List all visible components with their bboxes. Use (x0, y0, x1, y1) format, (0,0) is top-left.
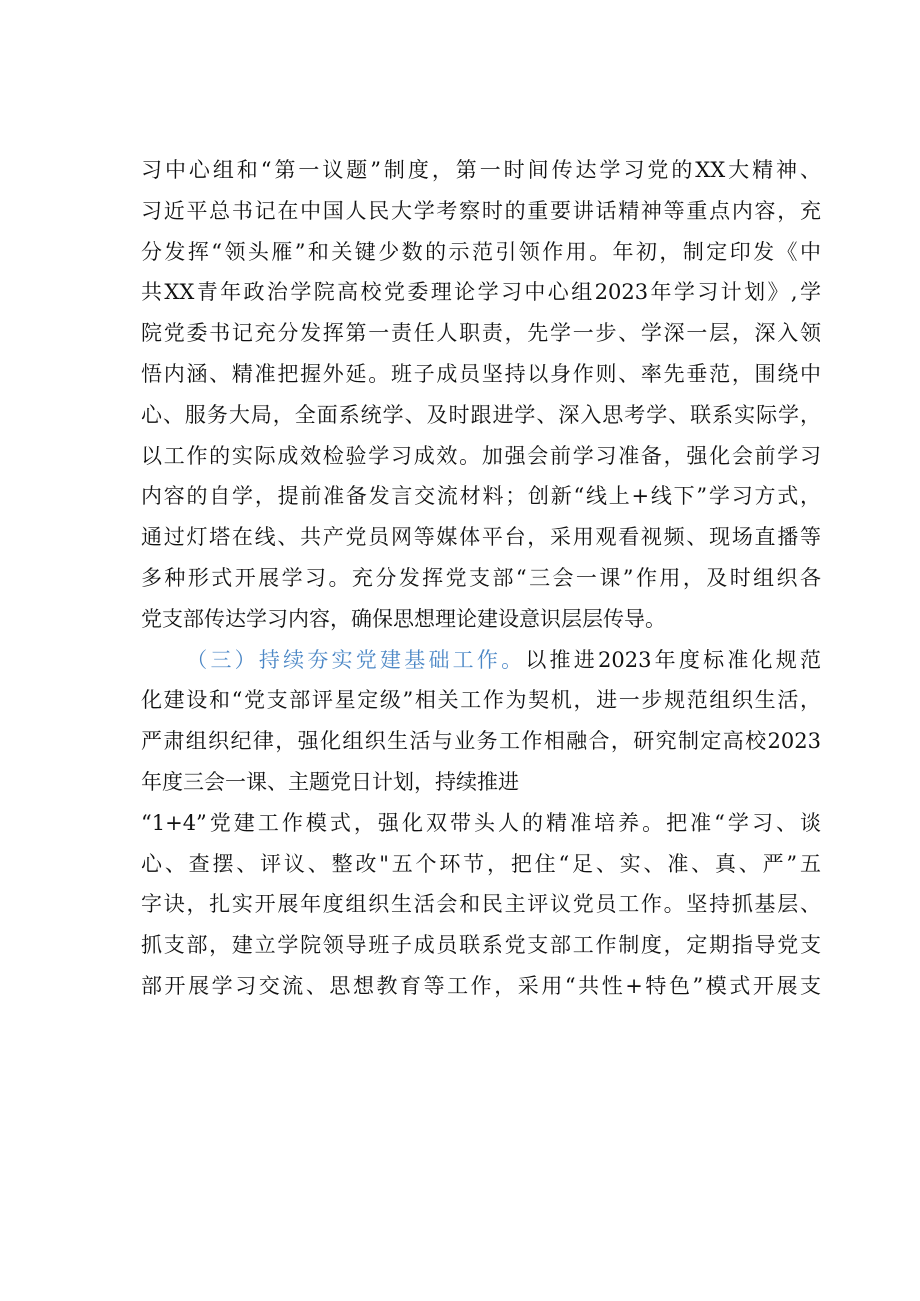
paragraph-1-line: 党支部传达学习内容，确保思想理论建设意识层层传导。 (141, 606, 666, 631)
paragraph-2-line: 年度三会一课、主题党日计划，持续推进 (141, 769, 519, 794)
paragraph-1-line: 分发挥“领头雁”和关键少数的示范引领作用。年初，制定印发《中 (141, 239, 821, 264)
paragraph-1-line: 共XX青年政治学院高校党委理论学习中心组2023年学习计划》,学 (141, 280, 821, 305)
paragraph-1-line: 院党委书记充分发挥第一责任人职责，先学一步、学深一层，深入领 (141, 321, 821, 346)
paragraph-1-line: 悟内涵、精准把握外延。班子成员坚持以身作则、率先垂范，围绕中 (141, 361, 821, 386)
paragraph-2-line: “1+4”党建工作模式，强化双带头人的精准培养。把准“学习、谈 (141, 810, 821, 835)
document-body (141, 150, 821, 1007)
paragraph-1-line: 内容的自学，提前准备发言交流材料；创新“线上+线下”学习方式， (141, 484, 821, 509)
section-heading: （三）持续夯实党建基础工作。 (183, 647, 526, 672)
paragraph-2-line: 心、查摆、评议、整改"五个环节，把住“足、实、准、真、严”五 (141, 851, 821, 876)
paragraph-2-line: 字诀，扎实开展年度组织生活会和民主评议党员工作。坚持抓基层、 (141, 892, 821, 917)
paragraph-2-line: 部开展学习交流、思想教育等工作，采用“共性+特色”模式开展支 (141, 973, 821, 998)
paragraph-2-line: 严肃组织纪律，强化组织生活与业务工作相融合，研究制定高校2023 (141, 729, 821, 754)
paragraph-2-line: 化建设和“党支部评星定级”相关工作为契机，进一步规范组织生活， (141, 688, 821, 713)
paragraph-2-line: 抓支部，建立学院领导班子成员联系党支部工作制度，定期指导党支 (141, 933, 821, 958)
paragraph-1-line: 习中心组和“第一议题”制度，第一时间传达学习党的XX大精神、 (141, 158, 821, 182)
paragraph-1-line: 通过灯塔在线、共产党员网等媒体平台，采用观看视频、现场直播等 (141, 525, 821, 550)
paragraph-2-first-line (141, 640, 821, 681)
paragraph-1-line: 多种形式开展学习。充分发挥党支部“三会一课”作用，及时组织各 (141, 565, 821, 590)
paragraph-2-first-line-text: 以推进2023年度标准化规范 (525, 647, 821, 672)
paragraph-1-line: 心、服务大局，全面系统学、及时跟进学、深入思考学、联系实际学， (141, 402, 821, 427)
paragraph-1-line: 以工作的实际成效检验学习成效。加强会前学习准备，强化会前学习 (141, 443, 821, 468)
paragraph-1-line: 习近平总书记在中国人民大学考察时的重要讲话精神等重点内容，充 (141, 198, 821, 223)
